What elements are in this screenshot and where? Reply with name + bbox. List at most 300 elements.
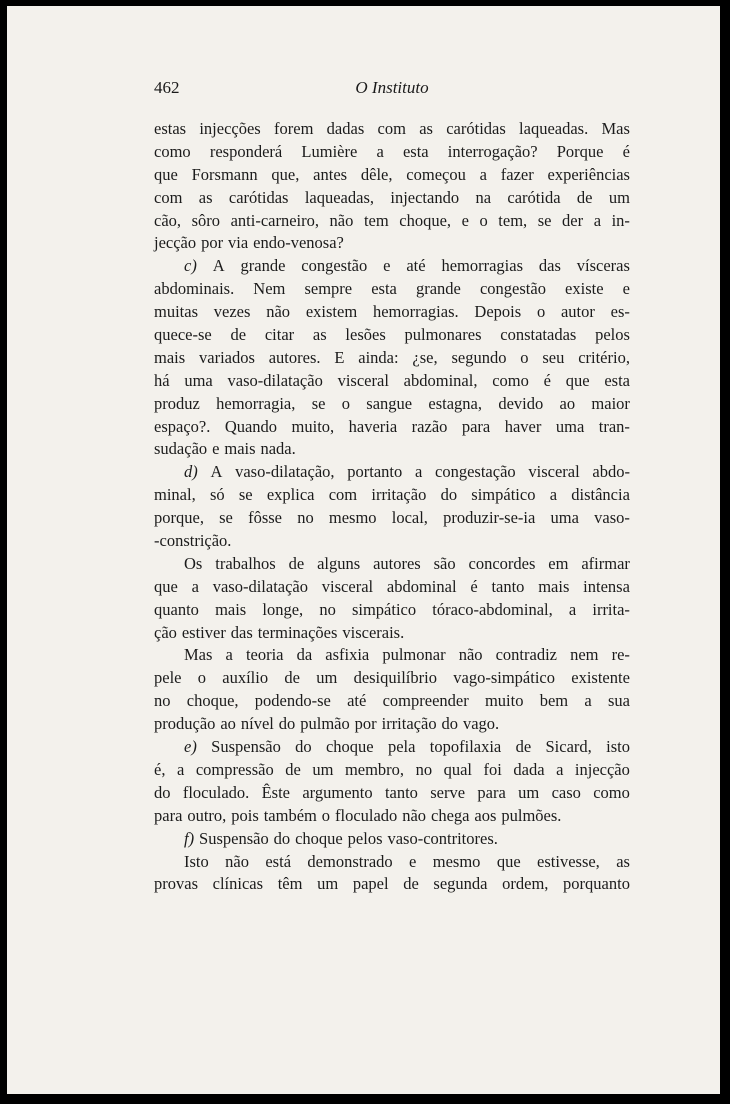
word: grande (240, 256, 286, 276)
text-line (154, 301, 630, 324)
word: razão (411, 416, 448, 436)
word: sempre (304, 279, 353, 299)
word: é, (154, 759, 166, 779)
word: mais (538, 576, 570, 596)
body-text (154, 118, 630, 896)
word: ainda: (358, 347, 399, 367)
word: -constrição. (154, 531, 232, 551)
word: congestação (435, 462, 516, 482)
word: um (518, 782, 540, 802)
word: laqueadas. (519, 119, 589, 138)
word: se (537, 210, 552, 230)
word: afirmar (581, 553, 630, 573)
word: Mas (601, 119, 630, 138)
word: A (210, 462, 223, 482)
word: seu (542, 347, 565, 367)
word: estas (154, 119, 187, 138)
word: vaso-dilatação, (235, 462, 335, 482)
text-line (154, 805, 630, 828)
word: sôro (191, 210, 221, 230)
word: choque, (186, 691, 239, 711)
word: as (198, 187, 213, 207)
word: critério, (578, 347, 630, 367)
word: irrita- (592, 599, 630, 619)
word: autores. (268, 347, 321, 367)
word: ao (559, 393, 576, 413)
text-line (154, 118, 630, 141)
word: e (383, 256, 391, 276)
word: desiquilíbrio (353, 668, 437, 688)
word: longe, (262, 599, 304, 619)
word: contradiz (495, 645, 557, 665)
word: pulmão (300, 714, 350, 734)
word: tem, (498, 210, 528, 230)
word: congestão (301, 256, 368, 276)
word: de (288, 553, 305, 573)
word: para (154, 805, 183, 825)
word: do (273, 828, 291, 848)
word: há (154, 370, 170, 390)
word: o (341, 393, 350, 413)
word: Suspensão (211, 737, 281, 757)
word: carótidas (446, 119, 506, 138)
word: de (515, 737, 532, 757)
word: Quando (224, 416, 278, 436)
word: anti-carneiro, (230, 210, 319, 230)
word: outro, (187, 805, 227, 825)
word: interrogação? (447, 141, 538, 161)
word: podendo-se (254, 691, 331, 711)
word: que (154, 164, 178, 184)
word: isto (606, 737, 630, 757)
word: estiver (181, 622, 226, 642)
word: concordes (468, 553, 536, 573)
word: esta (604, 370, 630, 390)
word: se (311, 393, 326, 413)
word: que (565, 370, 590, 390)
word: portanto (347, 462, 403, 482)
word: variados (199, 347, 255, 367)
word: floculado. (182, 782, 250, 802)
word: só (209, 485, 225, 505)
word: não (402, 805, 427, 825)
word: abdominais. (154, 279, 235, 299)
word: demonstrado (307, 851, 393, 871)
word: experiências (547, 164, 630, 184)
word: com (154, 187, 183, 207)
word: maior (591, 393, 630, 413)
word: também (263, 805, 317, 825)
word: simpático (351, 599, 417, 619)
word: estagna, (428, 393, 483, 413)
word: terminações (257, 622, 338, 642)
text-line (154, 393, 630, 416)
text-line (154, 530, 630, 553)
word: o (479, 210, 488, 230)
text-line (154, 347, 630, 370)
word: abdo- (592, 462, 630, 482)
word: caso (551, 782, 581, 802)
word: a (479, 164, 487, 184)
word: intensa (583, 576, 630, 596)
word: dêle, (360, 164, 393, 184)
word: uma (184, 370, 213, 390)
word: congestão (479, 279, 546, 299)
word: hemorragias (441, 256, 524, 276)
word: de (230, 325, 247, 345)
word: é (543, 370, 551, 390)
item-marker: f) (184, 828, 195, 848)
word: membro, (344, 759, 405, 779)
word: está (265, 851, 292, 871)
text-line (154, 622, 630, 645)
word: quanto (154, 599, 199, 619)
word: abdominal (386, 576, 457, 596)
text-line (154, 667, 630, 690)
word: antes (313, 164, 348, 184)
word: Sicard, (545, 737, 592, 757)
text-line (154, 164, 630, 187)
word: simpático (471, 485, 536, 505)
text-line (154, 324, 630, 347)
word: uma (555, 416, 585, 436)
word: local, (391, 508, 428, 528)
word: que (496, 851, 521, 871)
word: Isto (184, 851, 209, 871)
word: segunda (433, 874, 488, 894)
word: E (334, 347, 345, 367)
word: em (548, 553, 569, 573)
word: muito, (291, 416, 335, 436)
word: Depois (474, 302, 522, 322)
word: pelos (595, 325, 630, 345)
word: quece-se (154, 325, 212, 345)
word: vísceras (576, 256, 630, 276)
word: autores (373, 553, 421, 573)
word: asfixia (325, 645, 370, 665)
word: muito (484, 691, 524, 711)
word: pulmões. (501, 805, 562, 825)
word: mais (224, 439, 256, 459)
word: até (347, 691, 367, 711)
text-line (154, 370, 630, 393)
word: vaso- (594, 508, 630, 528)
word: irritação (381, 714, 437, 734)
word: jecção (154, 233, 197, 253)
word: que, (271, 164, 300, 184)
word: in- (611, 210, 630, 230)
word: pulmonar (382, 645, 446, 665)
text-line (154, 736, 630, 759)
word: tran- (598, 416, 630, 436)
word: via (228, 233, 249, 253)
word: com (328, 485, 358, 505)
word: a (376, 141, 384, 161)
word: dada (513, 759, 545, 779)
item-marker: e) (184, 737, 197, 757)
word: serve (430, 782, 466, 802)
word: por (354, 714, 377, 734)
word: produzir-se-ia (443, 508, 536, 528)
word: um (312, 759, 334, 779)
word: Suspensão (199, 828, 269, 848)
word: do (278, 714, 296, 734)
word: é (622, 141, 630, 161)
word: pela (387, 737, 416, 757)
word: o (197, 668, 206, 688)
word: provas (154, 874, 198, 894)
word: chega (431, 805, 470, 825)
text-line (154, 461, 630, 484)
text-line (154, 759, 630, 782)
word: começou (406, 164, 466, 184)
word: e (461, 210, 469, 230)
word: de (576, 187, 593, 207)
word: choque (295, 828, 343, 848)
word: a (225, 645, 233, 665)
word: a (191, 576, 199, 596)
word: fôsse (248, 508, 282, 528)
word: do (295, 737, 312, 757)
word: esta (402, 141, 429, 161)
word: Forsmann (191, 164, 258, 184)
word: tóraco-abdominal, (432, 599, 553, 619)
word: existe (565, 279, 604, 299)
word: existente (571, 668, 630, 688)
word: mais (154, 347, 186, 367)
word: Mas (184, 645, 213, 665)
word: foi (483, 759, 502, 779)
word: visceral (321, 576, 374, 596)
word: sangue (366, 393, 413, 413)
word: carótida (507, 187, 561, 207)
word: na (475, 187, 492, 207)
text-line (154, 141, 630, 164)
text-line (154, 576, 630, 599)
word: para (461, 416, 491, 436)
word: constatadas (500, 325, 577, 345)
word: o (520, 347, 529, 367)
word: de (285, 759, 301, 779)
word: argumento (302, 782, 373, 802)
word: a (556, 759, 564, 779)
word: explica (266, 485, 315, 505)
word: papel (352, 874, 389, 894)
word: lesões (345, 325, 386, 345)
word: nível (240, 714, 274, 734)
text-line (154, 210, 630, 233)
word: haveria (348, 416, 398, 436)
word: têm (277, 874, 303, 894)
word: pele (154, 668, 182, 688)
word: as (616, 851, 630, 871)
word: der (562, 210, 584, 230)
word: a (593, 210, 602, 230)
text-line (154, 255, 630, 278)
text-line (154, 599, 630, 622)
word: das (230, 622, 253, 642)
word: Porque (556, 141, 604, 161)
text-line (154, 507, 630, 530)
word: visceral (337, 370, 389, 390)
text-line (154, 782, 630, 805)
word: por (201, 233, 224, 253)
word: alguns (317, 553, 361, 573)
word: e (622, 279, 630, 299)
word: dadas (326, 119, 365, 138)
item-marker: c) (184, 256, 197, 276)
word: bem (539, 691, 569, 711)
word: sua (607, 691, 630, 711)
word: vaso-dilatação (212, 576, 309, 596)
word: auxílio (222, 668, 269, 688)
word: teoria (245, 645, 284, 665)
item-marker: d) (184, 462, 198, 482)
word: não (266, 302, 291, 322)
word: no (319, 599, 336, 619)
word: vezes (213, 302, 251, 322)
word: é (470, 576, 478, 596)
word: as (312, 325, 327, 345)
word: qual (443, 759, 473, 779)
word: e (409, 851, 417, 871)
word: nem (570, 645, 599, 665)
word: pulmonares (404, 325, 482, 345)
word: são (433, 553, 456, 573)
word: endo-venosa? (253, 233, 344, 253)
text-line (154, 553, 630, 576)
word: mesmo (432, 851, 481, 871)
word: até (406, 256, 426, 276)
word: de (403, 874, 419, 894)
word: pois (231, 805, 259, 825)
word: vago. (462, 714, 500, 734)
word: ção (154, 622, 177, 642)
word: estivesse, (537, 851, 600, 871)
word: as (419, 119, 433, 138)
word: um (316, 668, 338, 688)
running-title: O Instituto (355, 78, 429, 97)
word: a (584, 691, 592, 711)
text-line (154, 484, 630, 507)
word: injectando (390, 187, 460, 207)
word: no (154, 691, 171, 711)
word: ao (220, 714, 236, 734)
word: fazer (500, 164, 534, 184)
word: não (329, 210, 354, 230)
word: autor (560, 302, 595, 322)
text-line (154, 690, 630, 713)
word: hemorragia, (216, 393, 296, 413)
word: como (154, 141, 191, 161)
word: Nem (253, 279, 286, 299)
page-sheet (7, 6, 720, 1094)
word: existem (305, 302, 358, 322)
word: porque, (154, 508, 204, 528)
word: ordem, (502, 874, 549, 894)
text-line (154, 873, 630, 896)
word: da (296, 645, 313, 665)
word: choque (325, 737, 374, 757)
word: es- (610, 302, 630, 322)
word: a (549, 485, 558, 505)
word: devido (498, 393, 544, 413)
word: no (297, 508, 314, 528)
word: a (568, 599, 577, 619)
word: carótidas (228, 187, 289, 207)
word: do (441, 714, 459, 734)
word: pelos (347, 828, 383, 848)
word: responderá (209, 141, 283, 161)
word: mesmo (328, 508, 377, 528)
word: do (440, 485, 458, 505)
word: haver (504, 416, 542, 436)
word: laqueadas, (304, 187, 374, 207)
text-line (154, 278, 630, 301)
word: tem (363, 210, 389, 230)
word: compreender (382, 691, 469, 711)
word: choque, (399, 210, 452, 230)
word: injecção (574, 759, 630, 779)
word: uma (550, 508, 579, 528)
word: a (414, 462, 423, 482)
word: injecções (199, 119, 261, 138)
word: nada. (260, 439, 296, 459)
page-header (154, 78, 630, 100)
word: o (536, 302, 546, 322)
word: muitas (154, 302, 198, 322)
word: porquanto (563, 874, 630, 894)
word: como (492, 370, 529, 390)
word: vago-simpático (453, 668, 555, 688)
word: clínicas (212, 874, 264, 894)
word: visceral (528, 462, 580, 482)
word: vaso-contritores. (387, 828, 498, 848)
word: produz (154, 393, 200, 413)
word: trabalhos (215, 553, 276, 573)
word: viscerais. (342, 622, 405, 642)
word: não (458, 645, 483, 665)
word: a (176, 759, 185, 779)
word: tanto (491, 576, 525, 596)
word: para (477, 782, 506, 802)
word: com (377, 119, 406, 138)
word: sudação (154, 439, 208, 459)
word: vaso-dilatação (227, 370, 323, 390)
word: topofilaxia (429, 737, 502, 757)
word: cão, (154, 210, 182, 230)
word: como (593, 782, 630, 802)
word: das (538, 256, 561, 276)
word: no (415, 759, 433, 779)
page-number: 462 (154, 78, 180, 97)
word: Êste (261, 782, 291, 802)
word: produção (154, 714, 216, 734)
word: se (238, 485, 253, 505)
word: minal, (154, 485, 196, 505)
word: abdominal, (403, 370, 478, 390)
word: se (219, 508, 233, 528)
word: e (212, 439, 220, 459)
word: não (225, 851, 249, 871)
word: Os (184, 553, 203, 573)
word: A (212, 256, 225, 276)
text-line (154, 438, 630, 461)
word: que (154, 576, 178, 596)
text-line (154, 713, 630, 736)
word: espaço?. (154, 416, 211, 436)
text-line (154, 644, 630, 667)
